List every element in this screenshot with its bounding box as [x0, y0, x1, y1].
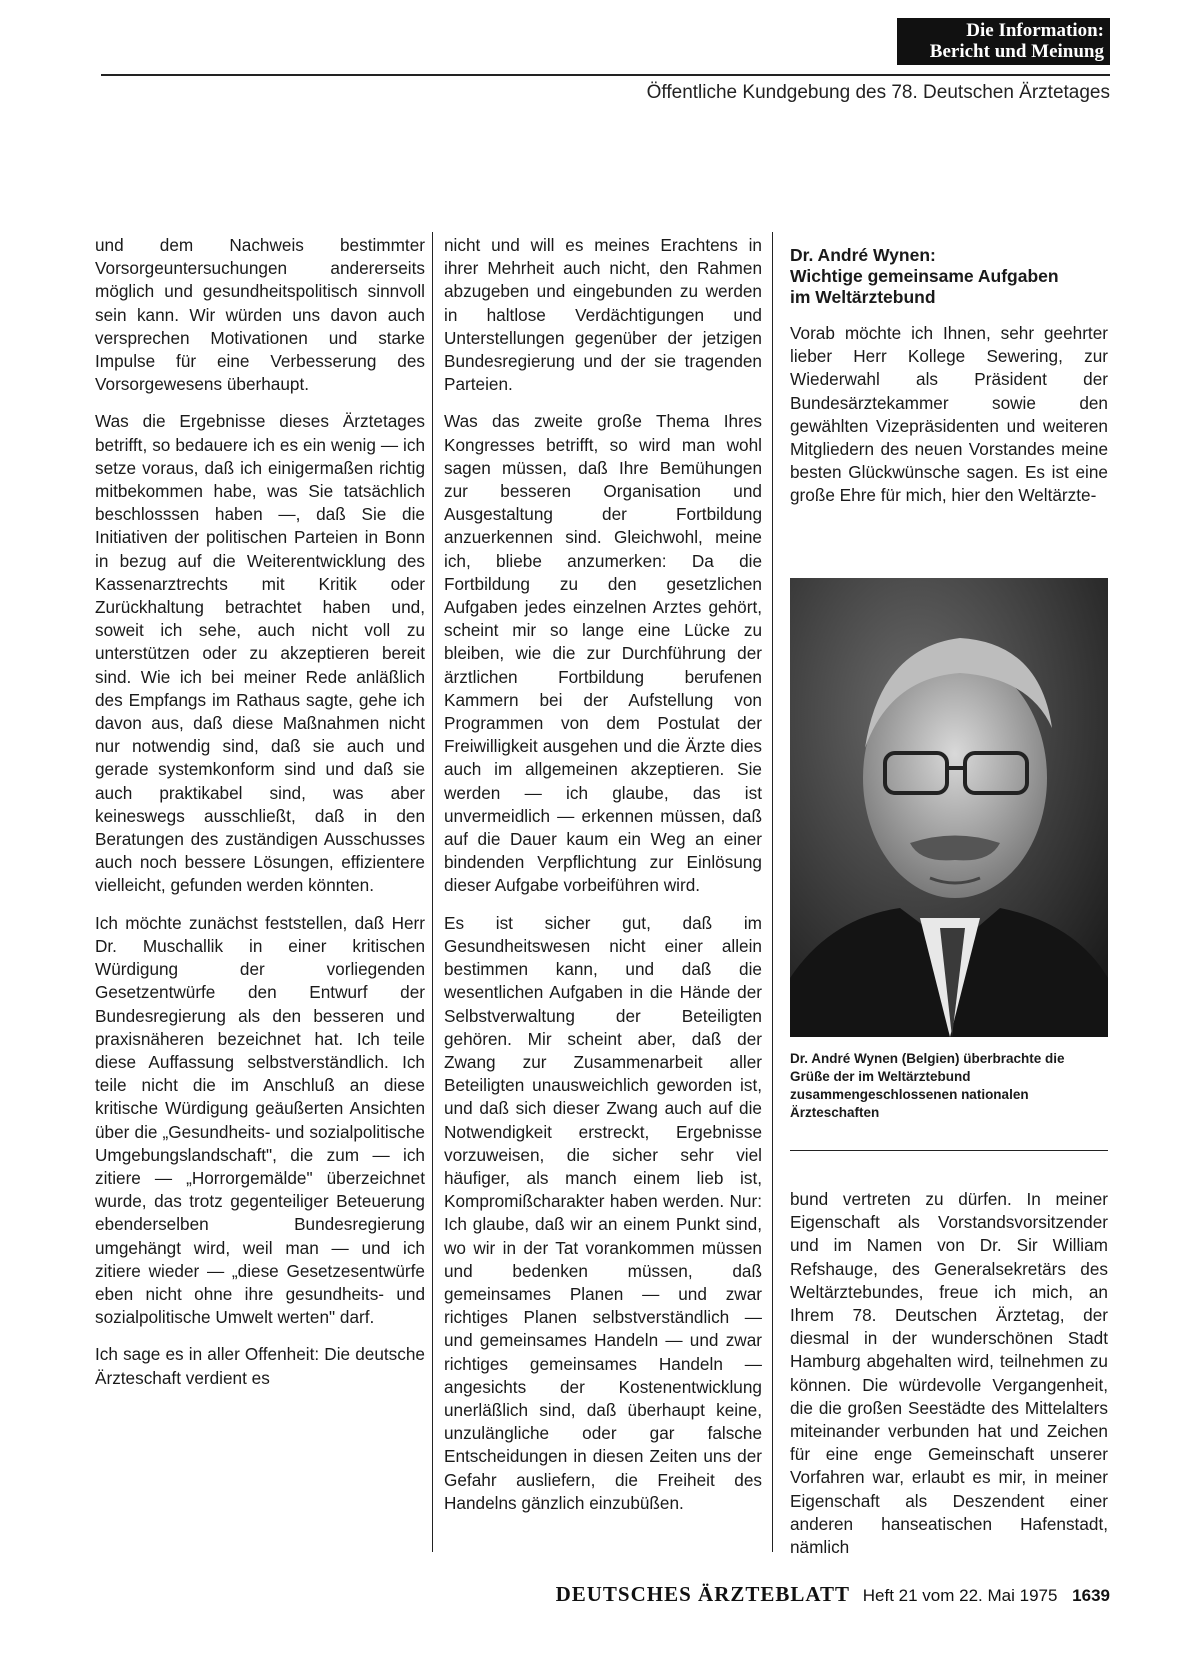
- paragraph: Es ist sicher gut, daß im Gesundheitswesen nicht einer allein bestimmen kann, und daß die wesentlichen Aufgaben in die Hände der Selbstverwaltung der Beteiligten gehören. Mir scheint aber, daß der Zwang zur Zusammenarbeit aller Beteiligten unausweichlich geworden ist, und daß sich dieser Zwang auch auf die Notwendigkeit erstreckt, Ergebnisse vorzuweisen, die sicher sehr viel häufiger, als manch einem lieb ist, Kompromißcharakter haben werden. Nur: Ich glaube, daß wir an einem Punkt sind, wo wir in der Tat vorankommen müssen und bedenken müssen, daß gemeinsames Planen — und zwar richtiges Planen selbstverständlich — und gemeinsames Handeln — und zwar richtiges gemeinsames Handeln — angesichts der Kostenentwicklung unerläßlich sind, daß überhaupt keine, unzulängliche oder gar falsche Entscheidungen in diesen Zeiten uns der Gefahr ausliefern, die Freiheit des Handelns gänzlich einzubüßen.: [444, 912, 762, 1513]
- text-column-3: [790, 245, 1108, 522]
- article-heading-line: Wichtige gemeinsame Aufgaben: [790, 266, 1059, 286]
- paragraph: bund vertreten zu dürfen. In meiner Eigenschaft als Vorstandsvorsitzender und im Namen von Dr. Sir William Refshauge, des Generalsekretärs des Weltärztebundes, freue ich mich, an Ihrem 78. Deutschen Ärztetag, der diesmal in der wunderschönen Stadt Hamburg abgehalten wird, teilnehmen zu können. Die würdevolle Vergangenheit, die die großen Seestädte des Mittelalters miteinander verbunden hat und Zeichen für eine enge Gemeinschaft unserer Vorfahren war, erlaubt es mir, in meiner Eigenschaft als Deszendent einer anderen hanseatischen Hafenstadt, nämlich: [790, 1189, 1108, 1558]
- portrait-image: [790, 578, 1108, 1037]
- section-badge: [897, 18, 1110, 65]
- photo-caption: Dr. André Wynen (Belgien) überbrachte die Grüße der im Weltärztebund zusammengeschlossenen nationalen Ärzteschaften: [790, 1051, 1065, 1120]
- column-divider-2: [772, 232, 773, 1552]
- paragraph: und dem Nachweis bestimmter Vorsorgeuntersuchungen andererseits möglich und gesundheitspolitisch sinnvoll sein kann. Wir würden uns davon auch versprechen Motivationen und starke Impulse für eine Verbesserung des Vorsorgewesens überhaupt.: [95, 235, 425, 395]
- column-divider-1: [432, 232, 433, 1552]
- issue-info: Heft 21 vom 22. Mai 1975: [862, 1586, 1058, 1605]
- journal-name: DEUTSCHES ÄRZTEBLATT: [555, 1582, 851, 1606]
- paragraph: Was die Ergebnisse dieses Ärztetages betrifft, so bedauere ich es ein wenig — ich setze voraus, daß ich einigermaßen richtig mitbekommen habe, was Sie tatsächlich beschlosssen haben —, daß Sie die Initiativen der politischen Parteien in Bonn in bezug auf die Weiterentwicklung des Kassenarztrechts mit Kritik oder Zurückhaltung betrachtet haben und, soweit ich sehe, auch nicht voll zu unterstützen oder zu akzeptieren bereit sind. Wie ich bei meiner Rede anläßlich des Empfangs im Rathaus sagte, gehe ich davon aus, daß diese Maßnahmen nicht nur notwendig sind, daß sie auch und gerade systemkonform sind und daß sie auch praktikabel sind, was aber keineswegs ausschließt, daß in den Beratungen des zuständigen Ausschusses auch noch bessere Lösungen, effizientere vielleicht, gefunden werden könnten.: [95, 411, 425, 896]
- article-heading-line: Dr. André Wynen:: [790, 245, 936, 265]
- caption-rule: [790, 1150, 1108, 1151]
- paragraph: nicht und will es meines Erachtens in ihrer Mehrheit auch nicht, den Rahmen abzugeben und eingebunden zu werden in haltlose Verdächtigungen und Unterstellungen gegenüber der jetzigen Bundesregierung und der sie tragenden Parteien.: [444, 235, 762, 395]
- text-column-1: [95, 234, 425, 1404]
- section-badge-line2: Bericht und Meinung: [929, 41, 1104, 62]
- section-title: Öffentliche Kundgebung des 78. Deutschen Ärztetages: [646, 82, 1110, 103]
- paragraph: Was das zweite große Thema Ihres Kongresses betrifft, so wird man wohl sagen müssen, daß Ihre Bemühungen zur besseren Organisation und Ausgestaltung der Fortbildung anzuerkennen sind. Gleichwohl, meine ich, bliebe anzumerken: Da die Fortbildung zu den gesetzlichen Aufgaben jedes einzelnen Arztes gehört, scheint mir so lange eine Lücke zu bleiben, wie die zur Durchführung der ärztlichen Fortbildung berufenen Kammern bei der Aufstellung von Programmen von dem Postulat der Freiwilligkeit ausgehen und die Ärzte dies auch im allgemeinen akzeptieren. Sie werden — ich glaube, das ist unvermeidlich — erkennen müssen, daß auf die Dauer kaum ein Weg an einer bindenden Verpflichtung zur Einlösung dieser Aufgabe vorbeiführen wird.: [444, 411, 762, 896]
- paragraph: Vorab möchte ich Ihnen, sehr geehrter lieber Herr Kollege Sewering, zur Wiederwahl als Präsident der Bundesärztekammer sowie den gewählten Vizepräsidenten und weiteren Mitgliedern des neuen Vorstandes meine besten Glückwünsche sagen. Es ist eine große Ehre für mich, hier den Weltärzte-: [790, 323, 1108, 506]
- article-heading: [790, 245, 1108, 308]
- portrait-photo: [790, 578, 1108, 1037]
- text-column-2: [444, 234, 762, 1529]
- text-column-3-continued: [790, 1188, 1108, 1573]
- paragraph: Ich sage es in aller Offenheit: Die deutsche Ärzteschaft verdient es: [95, 1344, 425, 1388]
- article-heading-line: im Weltärztebund: [790, 287, 936, 307]
- page-number: 1639: [1072, 1586, 1110, 1605]
- page-footer: [556, 1582, 1110, 1607]
- header-rule: [101, 74, 1110, 76]
- paragraph: Ich möchte zunächst feststellen, daß Herr Dr. Muschallik in einer kritischen Würdigung der vorliegenden Gesetzentwürfe den Entwurf der Bundesregierung als den besseren und praxisnäheren bezeichnet hat. Ich teile diese Auffassung selbstverständlich. Ich teile nicht die im Anschluß an diese kritische Würdigung geäußerten Ansichten über die „Gesundheits- und sozialpolitische Umgebungslandschaft", die zum — ich zitiere — „Horrorgemälde" überzeichnet wurde, das trotz gegenteiliger Beteuerung ebenderselben Bundesregierung umgehängt wird, weil man — und ich zitiere wieder — „diese Gesetzesentwürfe eben nicht ohne ihre gesundheits- und sozialpolitische Umwelt werten" darf.: [95, 912, 425, 1328]
- section-badge-line1: Die Information:: [966, 20, 1104, 41]
